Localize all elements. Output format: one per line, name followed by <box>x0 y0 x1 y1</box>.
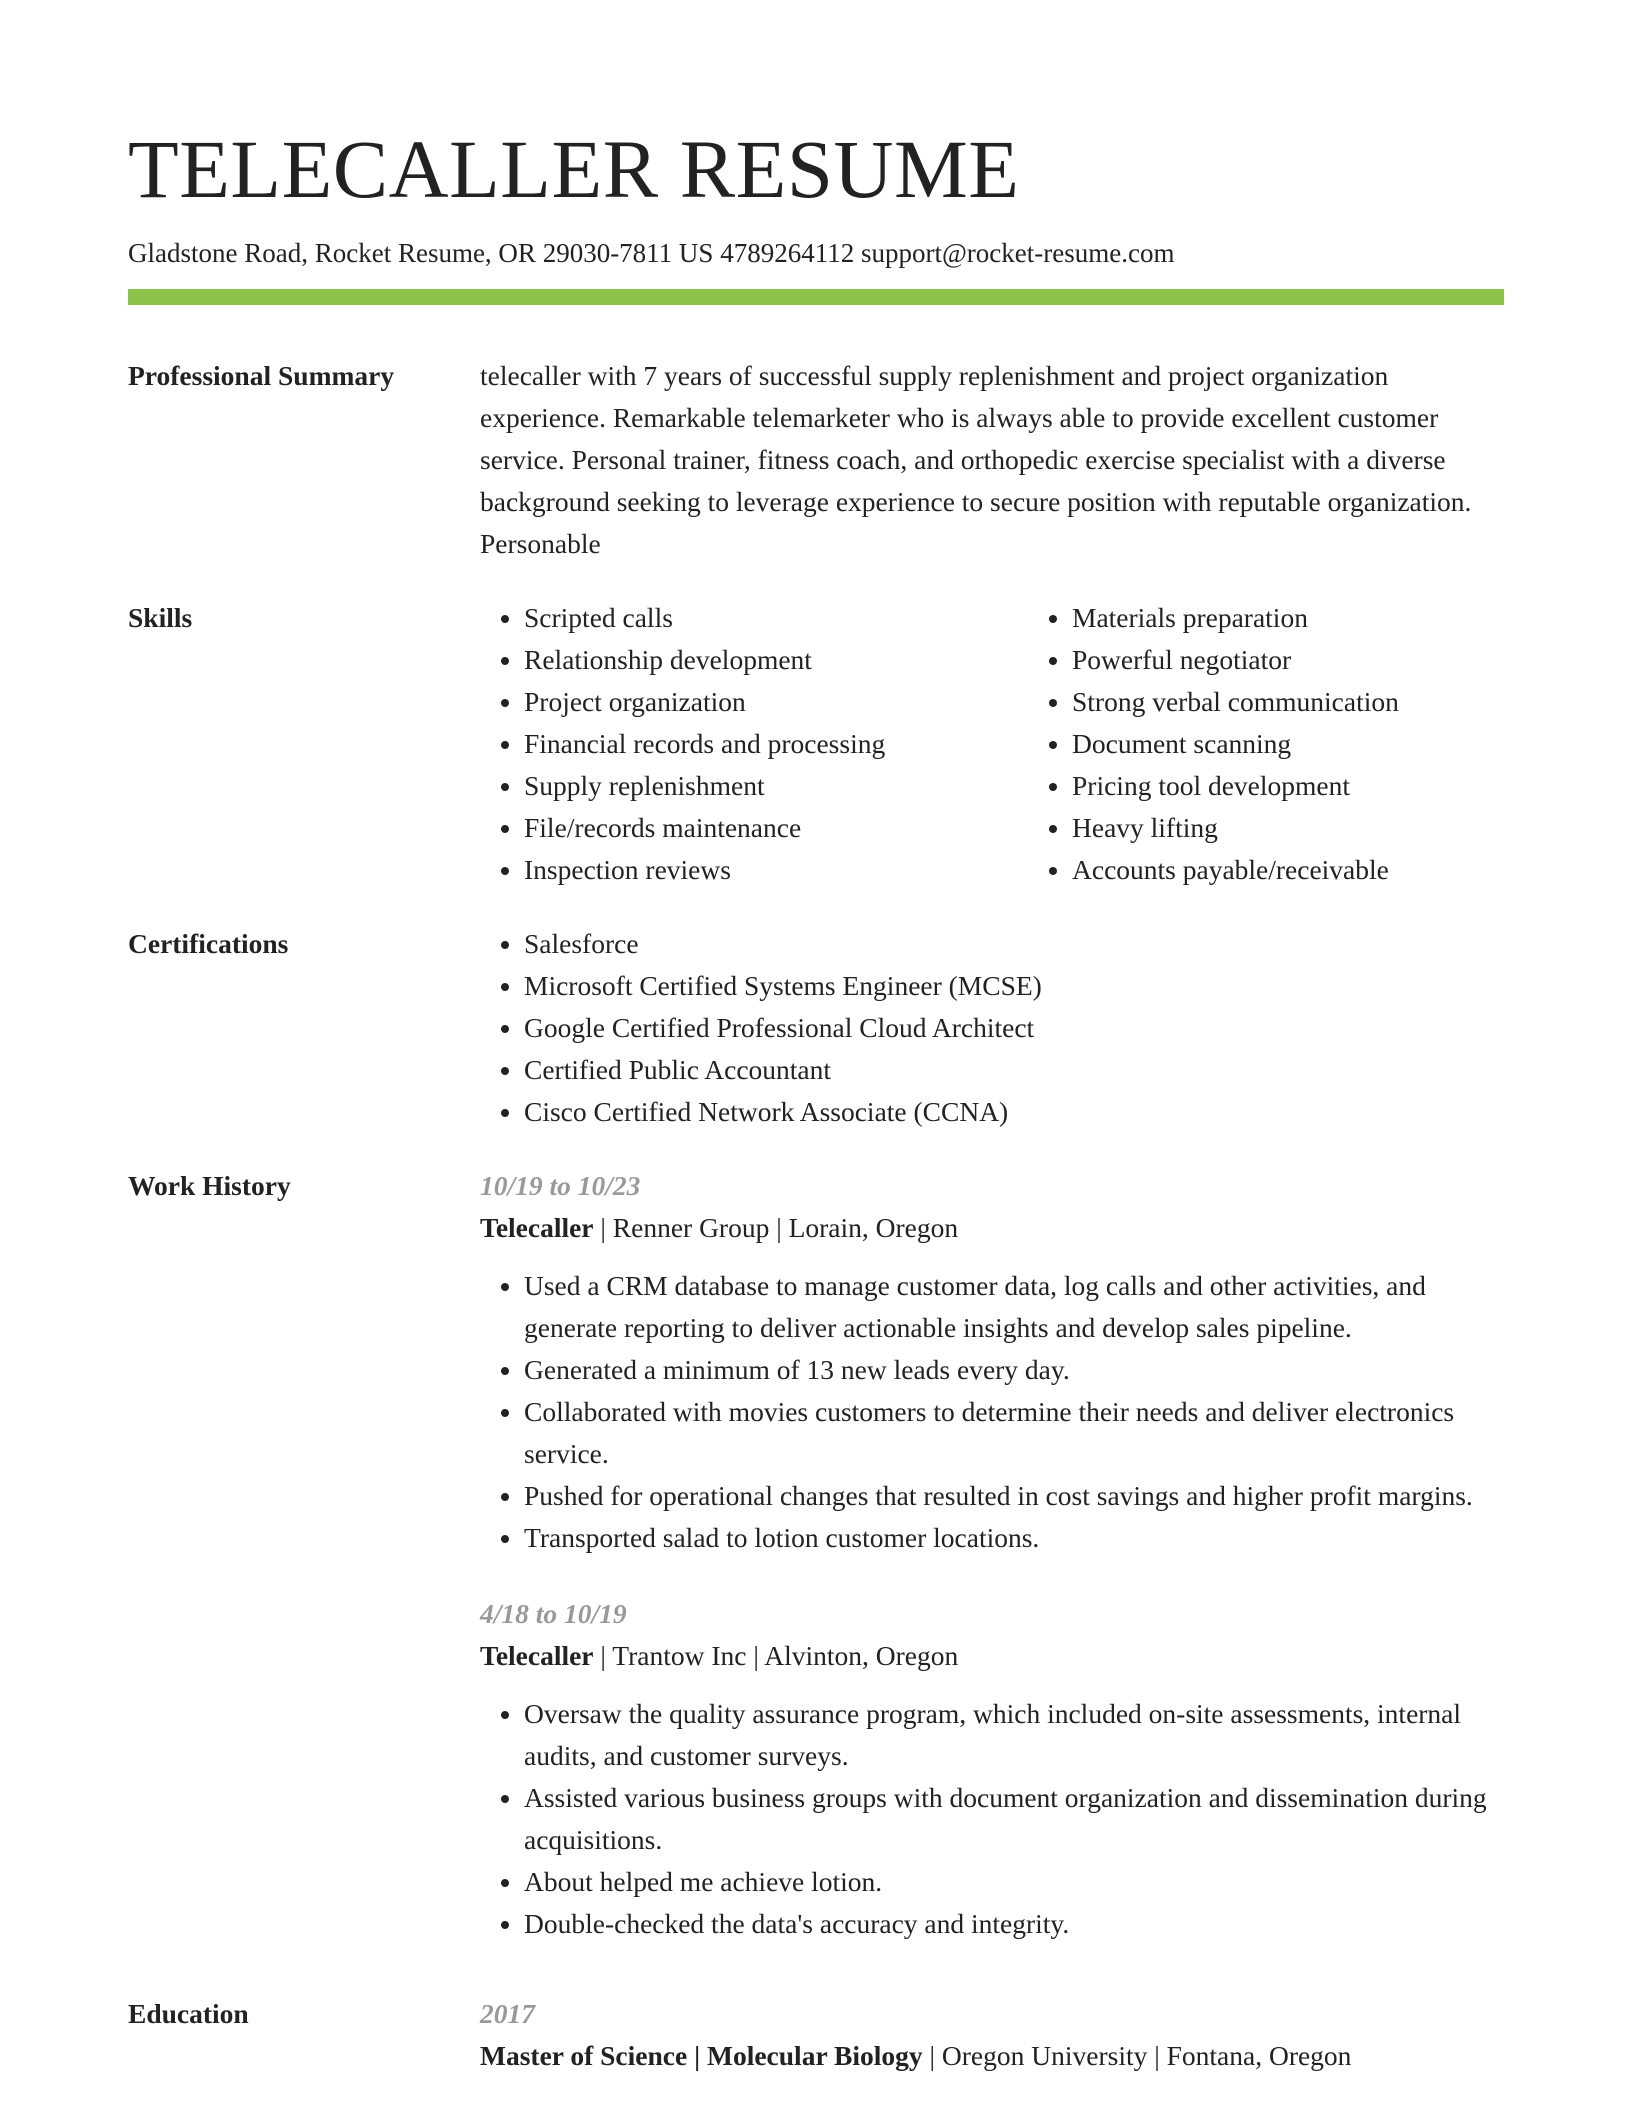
summary-section <box>128 355 1504 565</box>
degree-title: Master of Science | Molecular Biology <box>480 2040 923 2072</box>
job-bullets <box>480 1693 1504 1945</box>
job-entry <box>480 1593 1504 1945</box>
education-year: 2017 <box>480 1998 535 2030</box>
section-label-work-history: Work History <box>128 1170 291 1202</box>
skills-columns <box>480 597 1504 891</box>
skill-item: • Financial records and processing <box>524 723 1028 765</box>
work-history-body <box>480 1165 1504 1979</box>
contact-info: Gladstone Road, Rocket Resume, OR 29030-7811 US 4789264112 support@rocket-resume.com <box>128 238 1175 268</box>
job-heading <box>480 1207 1504 1249</box>
job-bullets <box>480 1265 1504 1559</box>
summary-text: telecaller with 7 years of successful supply replenishment and project organization experience. Remarkable telemarketer who is always able to provide excellent customer service. Personal trainer, fitness coach, and orthopedic exercise specialist with a diverse background seeking to leverage experience to secure position with reputable organization. Personable <box>480 360 1472 560</box>
skills-list-left <box>480 597 1028 891</box>
skill-item: • Supply replenishment <box>524 765 1028 807</box>
accent-rule <box>128 289 1504 305</box>
job-bullet: • Collaborated with movies customers to determine their needs and deliver electronics service. <box>524 1391 1504 1475</box>
certifications-body <box>480 923 1504 1133</box>
job-bullet: • Assisted various business groups with document organization and dissemination during acquisitions. <box>524 1777 1504 1861</box>
work-history-section <box>128 1165 1504 1979</box>
job-details: | Renner Group | Lorain, Oregon <box>593 1212 959 1244</box>
job-heading <box>480 1635 1504 1677</box>
job-details: | Trantow Inc | Alvinton, Oregon <box>593 1640 959 1672</box>
skills-section <box>128 597 1504 891</box>
section-label-education: Education <box>128 1998 249 2030</box>
section-label-summary: Professional Summary <box>128 360 395 392</box>
resume-title: TELECALLER RESUME <box>128 123 1020 215</box>
job-bullet: • About helped me achieve lotion. <box>524 1861 1504 1903</box>
skills-list-right <box>1028 597 1504 891</box>
job-dates: 4/18 to 10/19 <box>480 1598 627 1630</box>
skill-item: • File/records maintenance <box>524 807 1028 849</box>
job-bullet: • Double-checked the data's accuracy and integrity. <box>524 1903 1504 1945</box>
skill-item: • Project organization <box>524 681 1028 723</box>
skill-item: • Heavy lifting <box>1072 807 1504 849</box>
skill-item: • Materials preparation <box>1072 597 1504 639</box>
education-body <box>480 1993 1504 2077</box>
job-entry <box>480 1165 1504 1559</box>
skill-item: • Scripted calls <box>524 597 1028 639</box>
job-title: Telecaller <box>480 1640 594 1672</box>
skill-item: • Relationship development <box>524 639 1028 681</box>
education-details: | Oregon University | Fontana, Oregon <box>922 2040 1352 2072</box>
skill-item: • Pricing tool development <box>1072 765 1504 807</box>
skill-item: • Inspection reviews <box>524 849 1028 891</box>
certification-item: • Google Certified Professional Cloud Architect <box>524 1007 1504 1049</box>
job-bullet: • Pushed for operational changes that resulted in cost savings and higher profit margins. <box>524 1475 1504 1517</box>
section-label-skills: Skills <box>128 602 193 634</box>
skill-item: • Document scanning <box>1072 723 1504 765</box>
certifications-section <box>128 923 1504 1133</box>
certification-item: • Cisco Certified Network Associate (CCNA) <box>524 1091 1504 1133</box>
skill-item: • Accounts payable/receivable <box>1072 849 1504 891</box>
certification-item: • Certified Public Accountant <box>524 1049 1504 1091</box>
job-bullet: • Generated a minimum of 13 new leads every day. <box>524 1349 1504 1391</box>
job-bullet: • Used a CRM database to manage customer data, log calls and other activities, and generate reporting to deliver actionable insights and develop sales pipeline. <box>524 1265 1504 1349</box>
skill-item: • Powerful negotiator <box>1072 639 1504 681</box>
job-dates: 10/19 to 10/23 <box>480 1170 641 1202</box>
certification-item: • Microsoft Certified Systems Engineer (MCSE) <box>524 965 1504 1007</box>
certifications-list <box>480 923 1504 1133</box>
skill-item: • Strong verbal communication <box>1072 681 1504 723</box>
job-title: Telecaller <box>480 1212 594 1244</box>
section-label-certifications: Certifications <box>128 928 289 960</box>
job-bullet: • Oversaw the quality assurance program, which included on-site assessments, internal audits, and customer surveys. <box>524 1693 1504 1777</box>
education-section <box>128 1993 1504 2077</box>
certification-item: • Salesforce <box>524 923 1504 965</box>
education-heading <box>480 2035 1504 2077</box>
job-bullet: • Transported salad to lotion customer locations. <box>524 1517 1504 1559</box>
